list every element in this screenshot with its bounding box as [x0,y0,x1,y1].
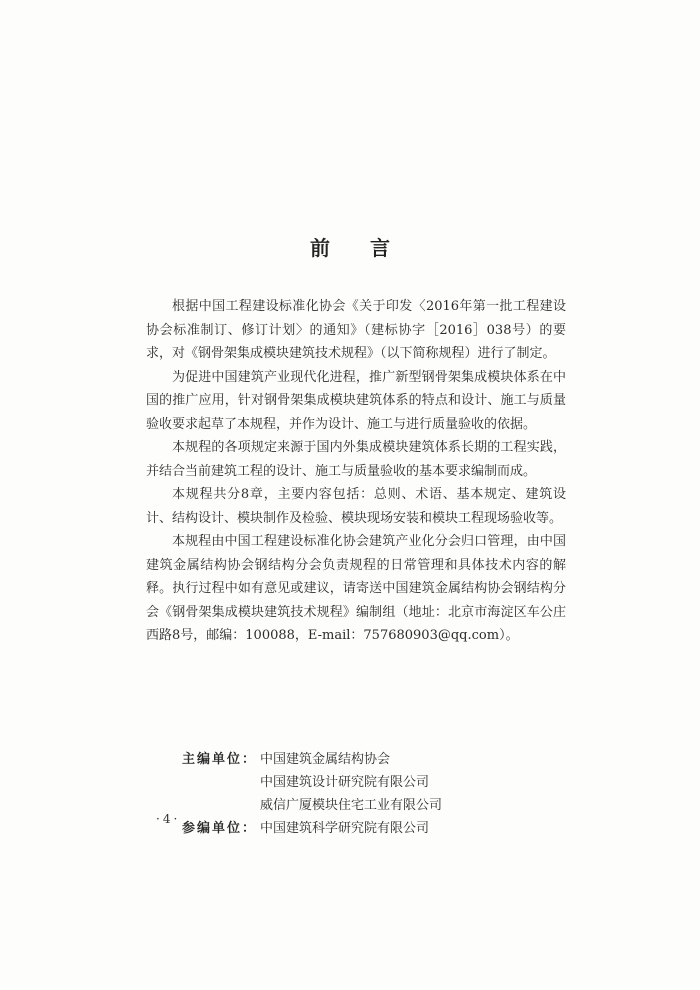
participating-unit-name: 中国建筑科学研究院有限公司 [260,821,430,836]
participating-unit-label: 参编单位： [182,821,258,836]
paragraph: 根据中国工程建设标准化协会《关于印发〈2016年第一批工程建设协会标准制订、修订计划〉的通知》（建标协字［2016］038号）的要求，对《钢骨架集成模块建筑技术规程》（以下简称规程）进行了制定。 [146,299,566,361]
chief-unit-name: 威信广厦模块住宅工业有限公司 [260,798,443,813]
participating-unit-row [182,817,582,840]
paragraph: 为促进中国建筑产业现代化进程，推广新型钢骨架集成模块体系在中国的推广应用，针对钢骨架集成模块建筑体系的特点和设计、施工与质量验收要求起草了本规程，并作为设计、施工与进行质量验收的依据。 [146,369,566,432]
page-number: ·4· [156,812,181,826]
chief-unit-label: 主编单位： [182,752,258,767]
chief-unit-name: 中国建筑金属结构协会 [260,752,391,767]
paragraph: 本规程由中国工程建设标准化协会建筑产业化分会归口管理，由中国建筑金属结构协会钢结构分会负责规程的日常管理和具体技术内容的解释。执行过程中如有意见或建议，请寄送中国建筑金属结构协会钢结构分会《钢骨架集成模块建筑技术规程》编制组（地址：北京市海淀区车公庄西路8号，邮编：100088，E-mail：757680903@qq.com）。 [146,534,566,643]
title-char-1: 前 [310,236,330,260]
paragraph: 本规程共分8章，主要内容包括：总则、术语、基本规定、建筑设计、结构设计、模块制作及检验、模块现场安装和模块工程现场验收等。 [146,487,566,526]
chief-unit-row [182,794,582,817]
chief-unit-row [182,771,582,794]
page-title [0,232,700,261]
chief-unit-row [182,748,582,771]
preface-body [146,295,566,648]
paragraph: 本规程的各项规定来源于国内外集成模块建筑体系长期的工程实践，并结合当前建筑工程的设计、施工与质量验收的基本要求编制而成。 [146,440,566,479]
chief-unit-name: 中国建筑设计研究院有限公司 [260,775,430,790]
title-char-2: 言 [370,236,390,260]
editing-units [182,748,582,840]
